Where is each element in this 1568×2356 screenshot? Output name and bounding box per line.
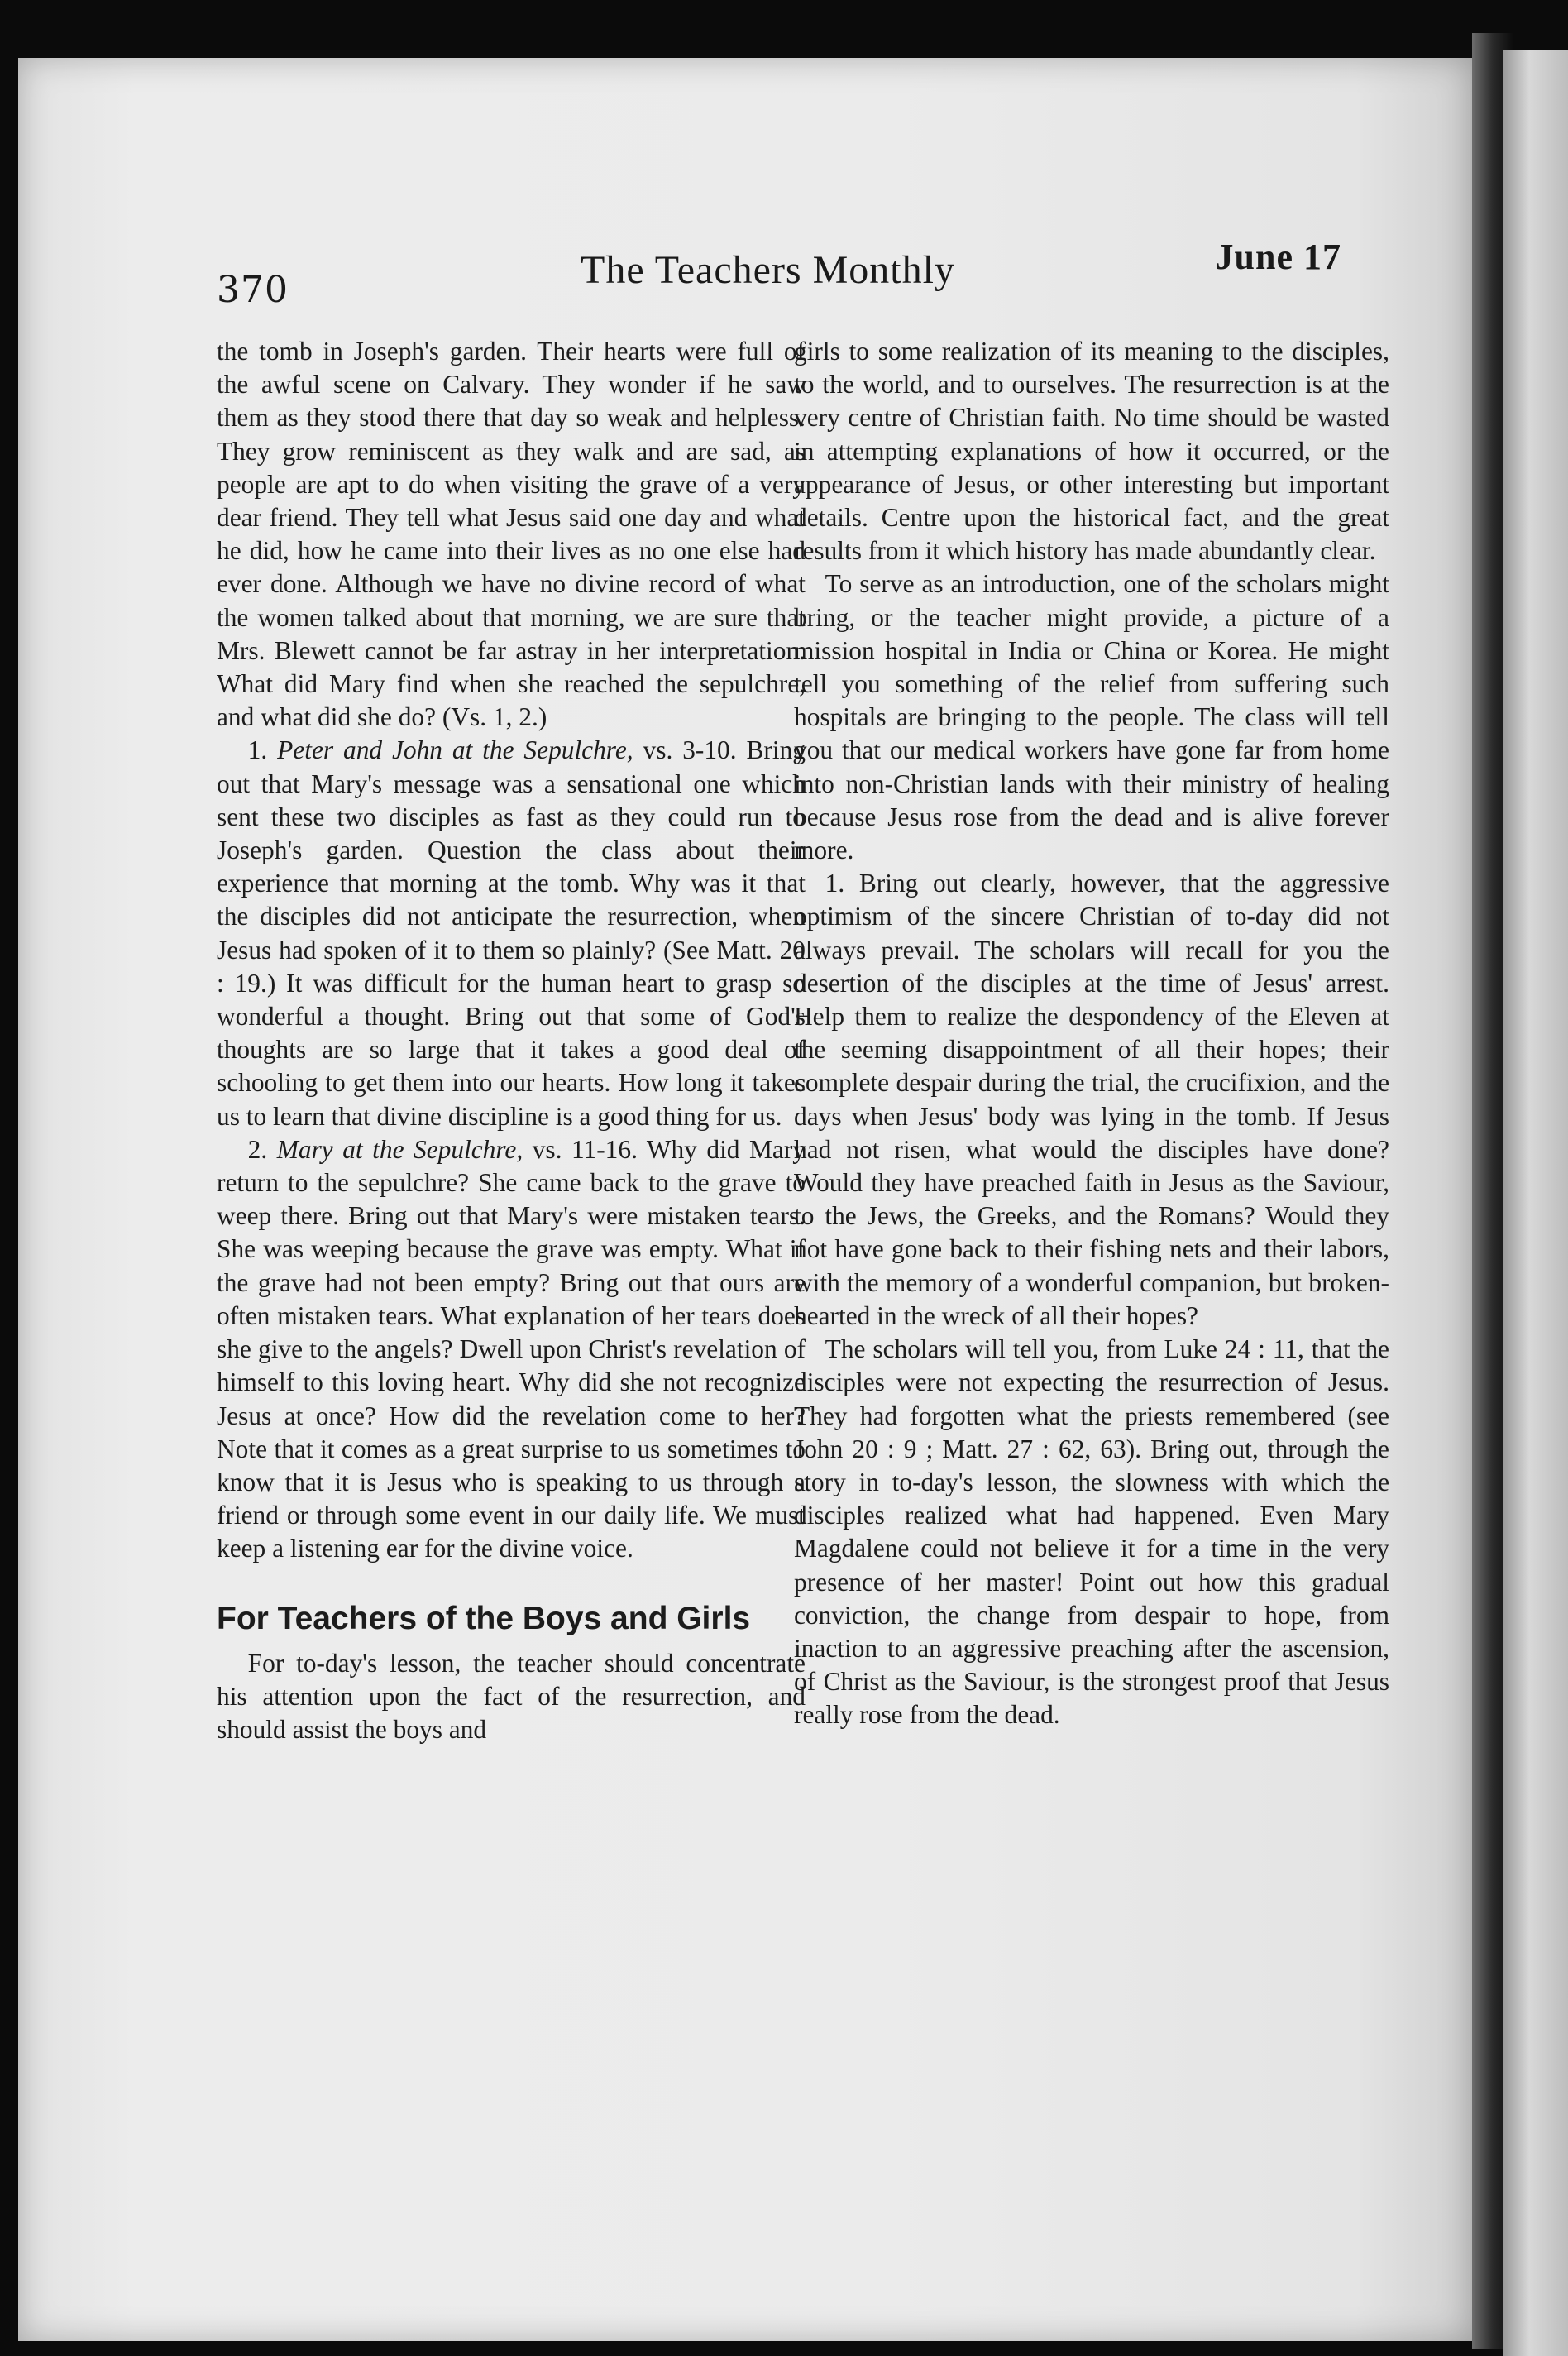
next-page-edge bbox=[1503, 50, 1568, 2356]
item-title: Mary at the Sepulchre, bbox=[276, 1134, 523, 1164]
paragraph-peter-and-john bbox=[217, 734, 806, 1133]
paragraph: girls to some realization of its meaning to the disciples, to the world, and to ourselves. The resurrection is at the very centre of Christian faith. No time should be wasted in attempting explanations of how it occurred, or the appearance of Jesus, or other interesting but important details. Centre upon the historical fact, and the great results from it which history has made abundantly clear. bbox=[794, 337, 1389, 566]
item-body: vs. 3-10. Bring out that Mary's message was a sensational one which sent these two disciples as fast as they could run to Joseph's garden. Question the class about their experience that morning at the tomb. Why was it that the disciples did not anticipate the resurrection, when Jesus had spoken of it to them so plainly? (See Matt. 20 : 19.) It was difficult for the human heart to grasp so wonderful a thought. Bring out that some of God's thoughts are so large that it takes a good deal of schooling to get them into our hearts. How long it takes us to learn that divine discipline is a good thing for us. bbox=[217, 735, 806, 1131]
item-number: 2. bbox=[247, 1134, 268, 1164]
paragraph-mary-at-sepulchre bbox=[217, 1133, 806, 1566]
page-header bbox=[217, 236, 1341, 327]
paragraph: To serve as an introduction, one of the scholars might bring, or the teacher might provide, a picture of a mission hospital in India or China or Korea. He might tell you something of the relief from suffering such hospitals are bringing to the people. The class will tell you that our medical workers have gone far from home into non-Christian lands with their ministry of healing because Jesus rose from the dead and is alive forever more. bbox=[794, 569, 1389, 865]
item-title: Peter and John at the Sepulchre, bbox=[277, 735, 633, 765]
paragraph: For to-day's lesson, the teacher should concentrate his attention upon the fact of the resurrection, and should assist the boys and bbox=[217, 1648, 806, 1744]
section-heading: For Teachers of the Boys and Girls bbox=[217, 1600, 751, 1636]
item-number: 1. bbox=[247, 735, 268, 765]
right-column bbox=[794, 335, 1389, 1732]
page-number: 370 bbox=[217, 269, 289, 311]
item-body: vs. 11-16. Why did Mary return to the sepulchre? She came back to the grave to weep there. Bring out that Mary's were mistaken tears. She was weeping because the grave was empty. What if the grave had not been empty? Bring out that ours are often mistaken tears. What explanation of her tears does she give to the angels? Dwell upon Christ's revelation of himself to this loving heart. Why did she not recognize Jesus at once? How did the revelation come to her? Note that it comes as a great surprise to us sometimes to know that it is Jesus who is speaking to us through a friend or through some event in our daily life. We must keep a listening ear for the divine voice. bbox=[217, 1134, 806, 1563]
issue-date: June 17 bbox=[1215, 237, 1341, 277]
running-title: The Teachers Monthly bbox=[581, 248, 955, 292]
paragraph: the tomb in Joseph's garden. Their hearts were full of the awful scene on Calvary. They wonder if he saw them as they stood there that day so weak and helpless. They grow reminiscent as they walk and are sad, as people are apt to do when visiting the grave of a very dear friend. They tell what Jesus said one day and what he did, how he came into their lives as no one else had ever done. Although we have no divine record of what the women talked about that morning, we are sure that Mrs. Blewett cannot be far astray in her interpretation. What did Mary find when she reached the sepulchre, and what did she do? (Vs. 1, 2.) bbox=[217, 337, 806, 732]
paragraph: The scholars will tell you, from Luke 24 : 11, that the disciples were not expecting the resurrection of Jesus. They had forgotten what the priests remembered (see John 20 : 9 ; Matt. 27 : 62, 63). Bring out, through the story in to-day's lesson, the slowness with which the disciples realized what had happened. Even Mary Magdalene could not believe it for a time in the very presence of her master! Point out how this gradual conviction, the change from despair to hope, from inaction to an aggressive preaching after the ascension, of Christ as the Saviour, is the strongest proof that Jesus really rose from the dead. bbox=[794, 1334, 1389, 1730]
left-column bbox=[217, 335, 806, 1746]
paragraph: 1. Bring out clearly, however, that the aggressive optimism of the sincere Christian of to-day did not always prevail. The scholars will recall for you the desertion of the disciples at the time of Jesus' arrest. Help them to realize the despondency of the Eleven at the seeming disappointment of all their hopes; their complete despair during the trial, the crucifixion, and the days when Jesus' body was lying in the tomb. If Jesus had not risen, what would the disciples have done? Would they have preached faith in Jesus as the Saviour, to the Jews, the Greeks, and the Romans? Would they not have gone back to their fishing nets and their labors, with the memory of a wonderful companion, but broken-hearted in the wreck of all their hopes? bbox=[794, 869, 1389, 1330]
